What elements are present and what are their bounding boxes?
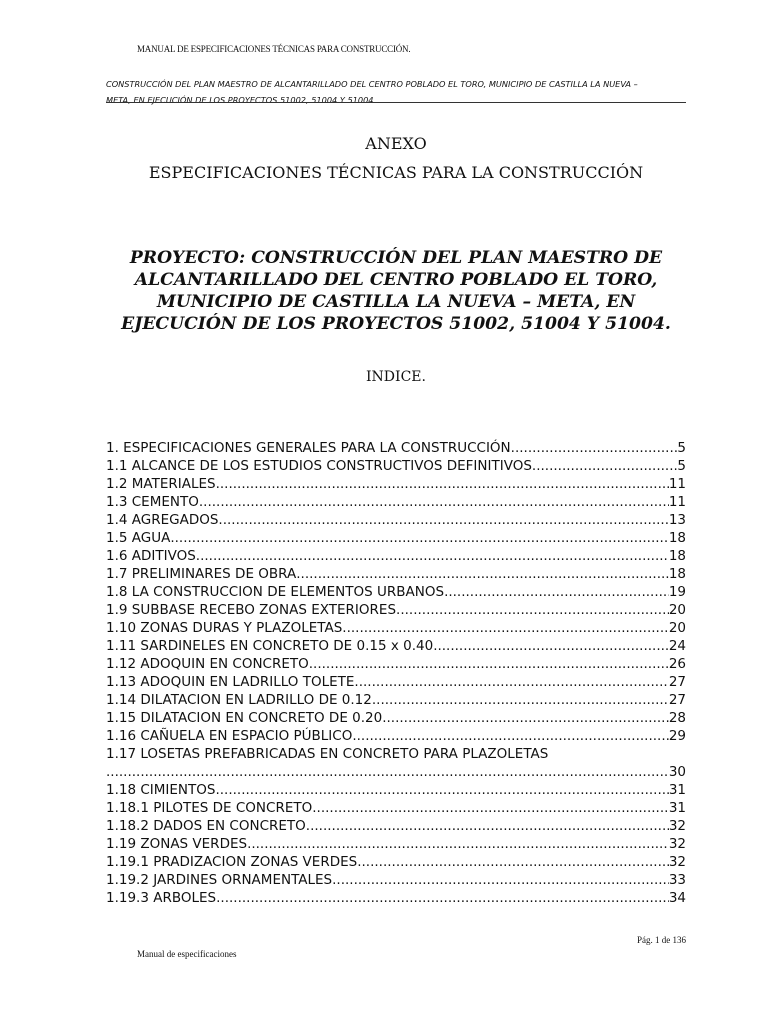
project-title-line-1: PROYECTO: CONSTRUCCIÓN DEL PLAN MAESTRO DE	[129, 248, 663, 268]
toc-entry[interactable]	[106, 457, 686, 475]
annex-title: ESPECIFICACIONES TÉCNICAS PARA LA CONSTRUCCIÓN	[148, 163, 644, 182]
footer-manual-label: Manual de especificaciones	[137, 949, 237, 959]
toc-entry[interactable]	[106, 799, 686, 817]
toc-dot-leader	[354, 673, 668, 691]
toc-entry-label: 1.4 AGREGADOS	[106, 512, 219, 528]
header-project-line-2: META, EN EJECUCIÓN DE LOS PROYECTOS 51002, 51004 Y 51004.	[106, 95, 377, 105]
toc-entry-page: 26	[668, 656, 686, 672]
toc-entry[interactable]	[106, 601, 686, 619]
toc-entry-page: 20	[668, 620, 686, 636]
toc-entry-label: 1.10 ZONAS DURAS Y PLAZOLETAS	[106, 620, 343, 636]
toc-entry[interactable]	[106, 547, 686, 565]
project-title-line-4: EJECUCIÓN DE LOS PROYECTOS 51002, 51004 Y 51004.	[121, 314, 671, 334]
toc-entry-page: 29	[668, 728, 686, 744]
toc-dot-leader	[382, 709, 669, 727]
toc-entry-page: 27	[668, 674, 686, 690]
toc-entry-page: 33	[668, 872, 686, 888]
toc-entry-label: 1.7 PRELIMINARES DE OBRA	[106, 566, 297, 582]
toc-entry-label: 1.8 LA CONSTRUCCION DE ELEMENTOS URBANOS	[106, 584, 445, 600]
project-title	[76, 247, 716, 335]
toc-entry-page: 34	[668, 890, 686, 906]
toc-entry[interactable]	[106, 619, 686, 637]
page-number: Pág. 1 de 136	[637, 935, 686, 945]
toc-entry-label: 1.14 DILATACION EN LADRILLO DE 0.12	[106, 692, 372, 708]
toc-dot-leader	[309, 655, 669, 673]
toc-dot-leader	[170, 529, 668, 547]
toc-entry-page: 28	[668, 710, 686, 726]
toc-entry[interactable]	[106, 511, 686, 529]
toc-dot-leader	[296, 565, 669, 583]
toc-entry-page: 19	[668, 584, 686, 600]
toc-entry[interactable]	[106, 817, 686, 835]
toc-entry-label: 1.18 CIMIENTOS	[106, 782, 216, 798]
toc-dot-leader	[312, 799, 669, 817]
toc-entry-label: 1.19.2 JARDINES ORNAMENTALES	[106, 872, 333, 888]
toc-dot-leader	[196, 547, 669, 565]
toc-entry-label: 1.18.2 DADOS EN CONCRETO	[106, 818, 306, 834]
toc-entry[interactable]	[106, 781, 686, 799]
toc-entry[interactable]	[106, 691, 686, 709]
toc-entry-page: 11	[668, 494, 686, 510]
toc-entry-label: 1.19.3 ARBOLES	[106, 890, 217, 906]
toc-entry[interactable]	[106, 529, 686, 547]
toc-entry-page: 18	[668, 566, 686, 582]
toc-dot-leader	[199, 493, 669, 511]
toc-entry[interactable]	[106, 439, 686, 457]
toc-entry-page: 5	[677, 458, 686, 474]
toc-entry-page: 11	[668, 476, 686, 492]
toc-entry-page: 32	[668, 836, 686, 852]
toc-entry-label: 1.11 SARDINELES EN CONCRETO DE 0.15 x 0.40	[106, 638, 434, 654]
annex-label: ANEXO	[365, 134, 427, 153]
toc-entry[interactable]	[106, 475, 686, 493]
project-title-line-3: MUNICIPIO DE CASTILLA LA NUEVA – META, EN	[156, 292, 636, 312]
toc-entry-page: 18	[668, 548, 686, 564]
toc-entry[interactable]	[106, 835, 686, 853]
toc-dot-leader	[215, 781, 668, 799]
toc-entry-page: 13	[668, 512, 686, 528]
toc-dot-leader	[247, 835, 669, 853]
toc-dot-leader	[106, 763, 669, 781]
toc-dot-leader	[332, 871, 669, 889]
toc-entry[interactable]	[106, 565, 686, 583]
toc-dot-leader	[357, 853, 669, 871]
toc-entry[interactable]	[106, 637, 686, 655]
toc-entry-page: 18	[668, 530, 686, 546]
project-title-line-2: ALCANTARILLADO DEL CENTRO POBLADO EL TORO,	[134, 270, 658, 290]
toc-entry-label: 1.18.1 PILOTES DE CONCRETO	[106, 800, 313, 816]
toc-entry[interactable]	[106, 871, 686, 889]
toc-dot-leader	[444, 583, 669, 601]
header-project-line-1: CONSTRUCCIÓN DEL PLAN MAESTRO DE ALCANTARILLADO DEL CENTRO POBLADO EL TORO, MUNICIPIO DE CASTILLA LA NUEVA –	[106, 79, 638, 89]
toc-entry[interactable]	[106, 655, 686, 673]
toc-entry-label: 1.9 SUBBASE RECEBO ZONAS EXTERIORES	[106, 602, 397, 618]
header-divider	[106, 102, 686, 103]
toc-entry-label: 1.19 ZONAS VERDES	[106, 836, 248, 852]
toc-entry-page: 20	[668, 602, 686, 618]
toc-dot-leader	[352, 727, 668, 745]
toc-dot-leader	[306, 817, 669, 835]
toc-dot-leader	[433, 637, 669, 655]
toc-dot-leader	[532, 457, 678, 475]
toc-dot-leader	[218, 511, 668, 529]
table-of-contents	[106, 439, 686, 907]
toc-entry[interactable]	[106, 709, 686, 727]
toc-entry-label: 1.3 CEMENTO	[106, 494, 199, 510]
toc-entry-label: 1.15 DILATACION EN CONCRETO DE 0.20	[106, 710, 383, 726]
toc-entry-page: 24	[668, 638, 686, 654]
toc-entry-label: 1.17 LOSETAS PREFABRICADAS EN CONCRETO PARA PLAZOLETAS	[106, 746, 549, 762]
toc-dot-leader	[511, 439, 678, 457]
toc-entry[interactable]	[106, 853, 686, 871]
toc-dot-leader	[216, 889, 669, 907]
toc-entry-page: 32	[668, 854, 686, 870]
toc-entry[interactable]	[106, 673, 686, 691]
toc-entry-page: 32	[668, 818, 686, 834]
toc-entry-page: 31	[668, 782, 686, 798]
toc-entry-label: 1.16 CAÑUELA EN ESPACIO PÚBLICO	[106, 728, 353, 744]
toc-entry[interactable]	[106, 889, 686, 907]
toc-entry-continuation	[106, 763, 686, 781]
toc-entry-label: 1.1 ALCANCE DE LOS ESTUDIOS CONSTRUCTIVOS DEFINITIVOS	[106, 458, 532, 474]
toc-entry-page: 27	[668, 692, 686, 708]
toc-entry-label: 1.6 ADITIVOS	[106, 548, 196, 564]
toc-entry-label: 1.5 AGUA	[106, 530, 171, 546]
toc-entry[interactable]	[106, 745, 686, 781]
toc-entry-page: 31	[668, 800, 686, 816]
toc-entry[interactable]	[106, 583, 686, 601]
toc-dot-leader	[396, 601, 669, 619]
header-manual-title: MANUAL DE ESPECIFICACIONES TÉCNICAS PARA CONSTRUCCIÓN.	[137, 44, 411, 54]
header-project-description	[106, 76, 686, 108]
index-heading: INDICE.	[366, 369, 426, 385]
toc-entry-page: 5	[677, 440, 686, 456]
toc-entry-label: 1.13 ADOQUIN EN LADRILLO TOLETE	[106, 674, 355, 690]
toc-dot-leader	[342, 619, 669, 637]
toc-entry-label: 1.12 ADOQUIN EN CONCRETO	[106, 656, 309, 672]
toc-entry-label: 1. ESPECIFICACIONES GENERALES PARA LA CONSTRUCCIÓN	[106, 440, 511, 456]
toc-entry[interactable]	[106, 493, 686, 511]
toc-dot-leader	[372, 691, 669, 709]
toc-entry[interactable]	[106, 727, 686, 745]
toc-dot-leader	[216, 475, 669, 493]
toc-entry-label: 1.19.1 PRADIZACION ZONAS VERDES	[106, 854, 358, 870]
toc-entry-page: 30	[668, 764, 686, 780]
toc-entry-label: 1.2 MATERIALES	[106, 476, 216, 492]
